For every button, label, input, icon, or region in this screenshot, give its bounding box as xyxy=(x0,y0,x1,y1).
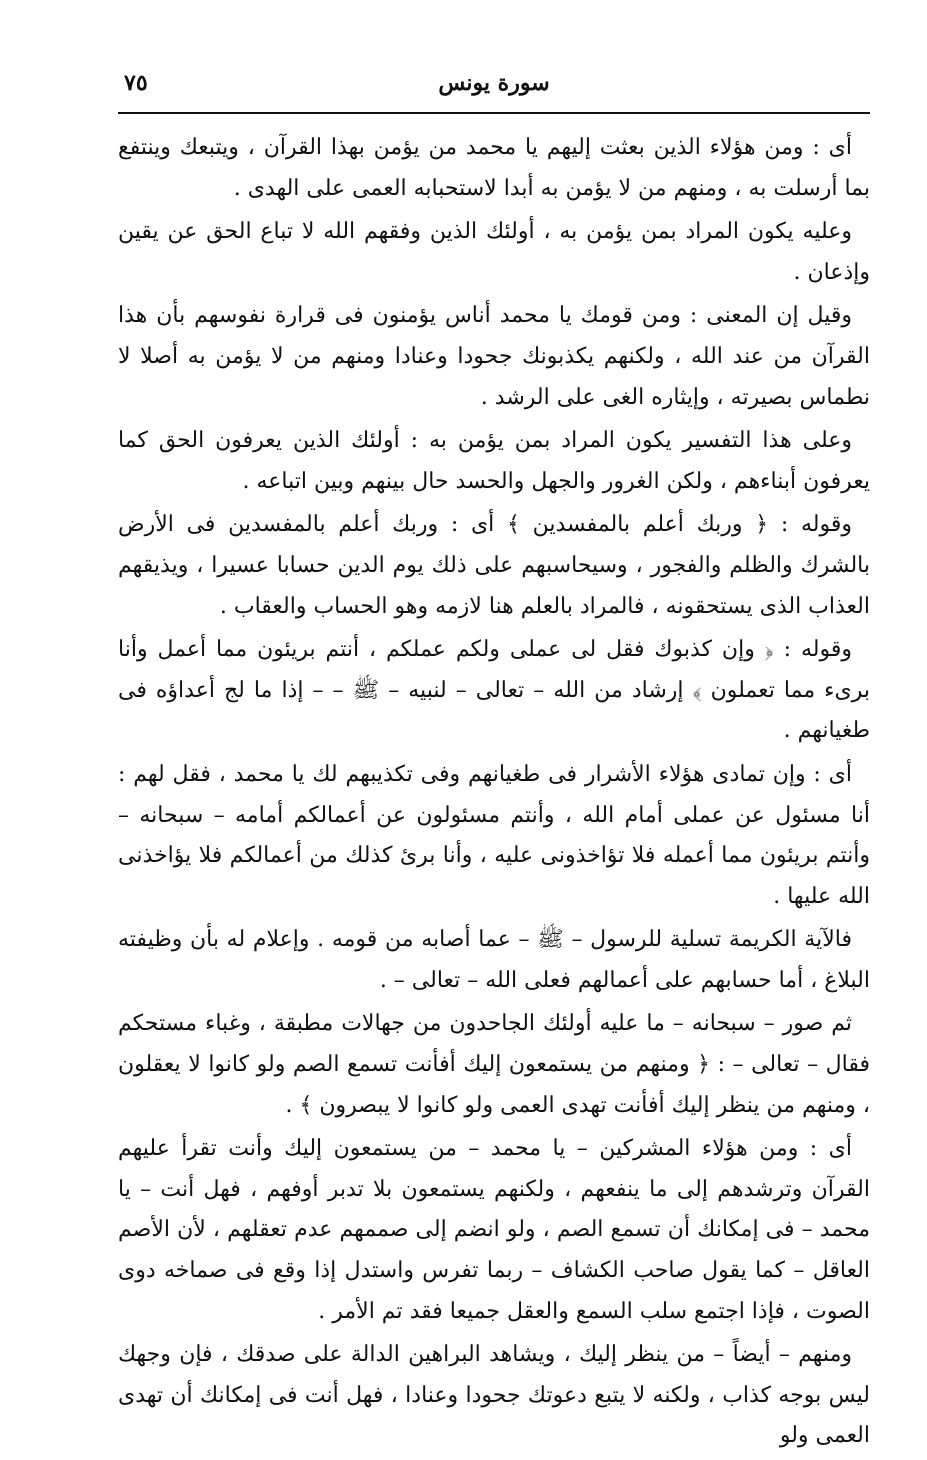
page-title: سورة يونس xyxy=(438,70,550,96)
paragraph-9: ثم صور – سبحانه – ما عليه أولئك الجاحدون من جهالات مطبقة ، وغباء مستحكم فقال – تعالى – : ﴿ ومنهم من يستمعون إليك أفأنت تسمع الصم ولو كانوا لا يعقلون ، ومنهم من ينظر إليك أفأنت تهدى العمى ولو كانوا لا يبصرون ﴾ . xyxy=(118,1011,870,1118)
paragraph-3: وقيل إن المعنى : ومن قومك يا محمد أناس يؤمنون فى قرارة نفوسهم بأن هذا القرآن من عند الله ، ولكنهم يكذبونك جحودا وعنادا ومنهم من لا يؤمن به أصلا لا نطماس بصيرته ، وإيثاره الغى على الرشد . xyxy=(118,303,870,410)
paragraph-5: وقوله : ﴿ وربك أعلم بالمفسدين ﴾ أى : وربك أعلم بالمفسدين فى الأرض بالشرك والظلم والفجور ، وسيحاسبهم على ذلك يوم الدين حسابا عسيرا ، ويذيقهم العذاب الذى يستحقونه ، فالمراد بالعلم هنا لازمه وهو الحساب والعقاب . xyxy=(118,512,870,619)
page-number: ٧٥ xyxy=(124,70,148,96)
paragraph-4: وعلى هذا التفسير يكون المراد بمن يؤمن به : أولئك الذين يعرفون الحق كما يعرفون أبناءهم ، ولكن الغرور والجهل والحسد حال بينهم وبين اتباعه . xyxy=(118,428,870,494)
paragraph-1: أى : ومن هؤلاء الذين بعثت إليهم يا محمد من يؤمن بهذا القرآن ، ويتبعك وينتفع بما أرسلت به ، ومنهم من لا يؤمن به أبدا لاستحبابه العمى على الهدى . xyxy=(118,135,870,201)
paragraph-2: وعليه يكون المراد بمن يؤمن به ، أولئك الذين وفقهم الله لا تباع الحق عن يقين وإذعان . xyxy=(118,219,870,285)
paragraph-6: وقوله : ﴿ وإن كذبوك فقل لى عملى ولكم عملكم ، أنتم بريئون مما أعمل وأنا برىء مما تعملون ﴾ إرشاد من الله – تعالى – لنبيه – ﷺ – – إذا ما لج أعداؤه فى طغيانهم . xyxy=(118,637,870,744)
page-header xyxy=(118,70,870,110)
page-body xyxy=(118,128,870,1460)
paragraph-8: فالآية الكريمة تسلية للرسول – ﷺ – عما أصابه من قومه . وإعلام له بأن وظيفته البلاغ ، أما حسابهم على أعمالهم فعلى الله – تعالى – . xyxy=(118,927,870,993)
paragraph-11: ومنهم – أيضاً – من ينظر إليك ، ويشاهد البراهين الدالة على صدقك ، فإن وجهك ليس بوجه كذاب ، ولكنه لا يتبع دعوتك جحودا وعنادا ، فهل أنت فى إمكانك أن تهدى العمى ولو xyxy=(118,1342,870,1449)
paragraph-10: أى : ومن هؤلاء المشركين – يا محمد – من يستمعون إليك وأنت تقرأ عليهم القرآن وترشدهم إلى ما ينفعهم ، ولكنهم يستمعون بلا تدبر أوفهم ، فهل أنت – يا محمد – فى إمكانك أن تسمع الصم ، ولو انضم إلى صممهم عدم تعقلهم ، لأن الأصم العاقل – كما يقول صاحب الكشاف – ربما تفرس واستدل إذا وقع فى صماخه دوى الصوت ، فإذا اجتمع سلب السمع والعقل جميعا فقد تم الأمر . xyxy=(118,1136,870,1324)
header-divider xyxy=(118,112,870,114)
paragraph-7: أى : وإن تمادى هؤلاء الأشرار فى طغيانهم وفى تكذيبهم لك يا محمد ، فقل لهم : أنا مسئول عن عملى أمام الله ، وأنتم مسئولون عن أعمالكم أمامه – سبحانه – وأنتم بريئون مما أعمله فلا تؤاخذونى عليه ، وأنا برئ كذلك من أعمالكم فلا يؤاخذنى الله عليها . xyxy=(118,761,870,909)
